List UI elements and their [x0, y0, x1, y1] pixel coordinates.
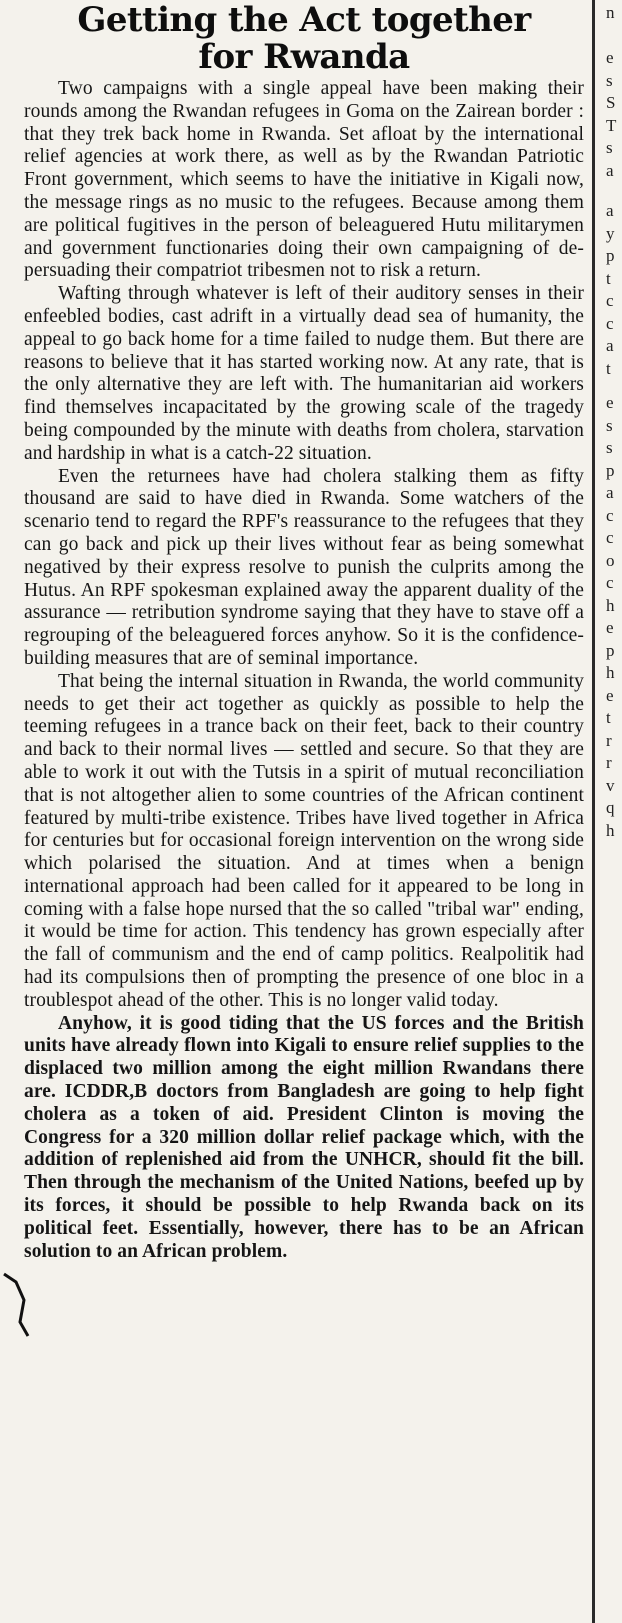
adjacent-column-fragment: e: [606, 48, 614, 67]
adjacent-column-fragment: q: [606, 798, 615, 817]
adjacent-column-fragment: c: [606, 573, 614, 592]
adjacent-column-fragment: S: [606, 93, 616, 112]
adjacent-column-fragment: e: [606, 393, 614, 412]
paragraph-2: Wafting through whatever is left of their auditory senses in their enfeebled bodies, cast adrift in a virtually dead sea of humanity, the appeal to go back home for a time failed to nudge them. But there are reasons to believe that it has started working now. At any rate, that is the only alternative they are left with. The humanitarian aid workers find themselves incapacitated by the growing scale of the tragedy being compounded by the minute with deaths from cholera, starvation and hardship in what is a catch-22 situation.: [24, 283, 584, 464]
adjacent-column-fragment: e: [606, 685, 614, 705]
adjacent-column-fragment: a: [606, 201, 614, 220]
adjacent-column-fragment: o: [606, 550, 615, 570]
adjacent-column-block-2: [602, 200, 622, 380]
pen-mark: [2, 1270, 32, 1340]
adjacent-column-fragment: s: [606, 438, 613, 457]
adjacent-column-fragment: a: [606, 160, 614, 180]
adjacent-column-fragment: c: [606, 505, 614, 525]
adjacent-column-fragment: s: [606, 415, 613, 435]
article: [24, 0, 584, 1623]
adjacent-column-fragment: t: [606, 358, 611, 378]
adjacent-column-fragment: v: [606, 775, 615, 795]
paragraph-1: Two campaigns with a single appeal have been making their rounds among the Rwandan refugees in Goma on the Zairean border : that they trek back home in Rwanda. Set afloat by the international relief agencies at work there, as well as by the Rwandan Patriotic Front government, which seems to have the initiative in Kigali now, the message rings as no music to the refugees. Because among them are political fugitives in the person of beleaguered Hutu militarymen and government functionaries doing their own campaigning of de-persuading their compatriot tribesmen not to risk a return.: [24, 78, 584, 282]
adjacent-column: [602, 0, 622, 1623]
adjacent-column-fragment: a: [606, 336, 614, 355]
adjacent-column-fragment: e: [606, 618, 614, 637]
adjacent-column-block-1: [602, 2, 622, 182]
paragraph-4: That being the internal situation in Rwanda, the world community needs to get their act together as quickly as possible to help the teeming refugees in a trance back on their feet, back to their country and back to their normal lives — settled and secure. So that they are able to work it out with the Tutsis in a spirit of mutual reconciliation that is not altogether alien to some countries of the African continent featured by multi-tribe existence. Tribes have lived together in Africa for centuries but for occasional foreign intervention on the wrong side which polarised the situation. And at times when a benign international approach had been called for it appeared to be long in coming with a false hope nursed that the so called "tribal war" ending, it would be time for action. This tendency has grown especially after the fall of communism and the end of camp politics. Realpolitik had had its compulsions then of prompting the presence of one bloc in a troublespot ahead of the other. This is no longer valid today.: [24, 670, 584, 1011]
adjacent-column-fragment: h: [606, 595, 615, 615]
paragraph-3: Even the returnees have had cholera stalking them as fifty thousand are said to have died in Rwanda. Some watchers of the scenario tend to regard the RPF's reassurance to the refugees that they can go back and pick up their lives without fear as being somewhat negatived by their express resolve to punish the culprits among the Hutus. An RPF spokesman explained away the apparent duality of the assurance — retribution syndrome saying that they have to stave off a regrouping of the beleaguered forces anyhow. So it is the confidence-building measures that are of seminal importance.: [24, 465, 584, 669]
adjacent-column-fragment: t: [606, 268, 611, 288]
adjacent-column-fragment: s: [606, 70, 613, 90]
adjacent-column-fragment: p: [606, 246, 615, 265]
adjacent-column-fragment: h: [606, 820, 615, 840]
adjacent-column-fragment: a: [606, 483, 614, 502]
headline-line-2: for Rwanda: [198, 37, 410, 77]
adjacent-column-fragment: T: [606, 115, 617, 135]
adjacent-column-fragment: c: [606, 291, 614, 310]
adjacent-column-fragment: c: [606, 528, 614, 547]
adjacent-column-fragment: n: [606, 3, 615, 22]
column-rule: [592, 0, 595, 1623]
adjacent-column-fragment: t: [606, 708, 611, 727]
adjacent-column-fragment: [602, 25, 622, 48]
adjacent-column-block-3: [602, 392, 622, 842]
adjacent-column-fragment: r: [606, 730, 612, 750]
article-headline: [24, 0, 584, 76]
paragraph-5: Anyhow, it is good tiding that the US forces and the British units have already flown into Kigali to ensure relief supplies to the displaced two million among the eight million Rwandans there are. ICDDR,B doctors from Bangladesh are going to help fight cholera as a token of aid. President Clinton is moving the Congress for a 320 million dollar relief package which, with the addition of replenished aid from the UNHCR, should fit the bill. Then through the mechanism of the United Nations, beefed up by its forces, it should be possible to help Rwanda back on its political feet. Essentially, however, there has to be an African solution to an African problem.: [24, 1012, 584, 1262]
headline-line-1: Getting the Act together: [77, 0, 531, 40]
adjacent-column-fragment: p: [606, 640, 615, 660]
adjacent-column-fragment: s: [606, 138, 613, 157]
adjacent-column-fragment: y: [606, 223, 615, 243]
adjacent-column-fragment: r: [606, 753, 612, 772]
adjacent-column-fragment: h: [606, 663, 615, 682]
adjacent-column-fragment: p: [606, 460, 615, 480]
article-body: [24, 78, 584, 1263]
adjacent-column-fragment: c: [606, 313, 614, 333]
